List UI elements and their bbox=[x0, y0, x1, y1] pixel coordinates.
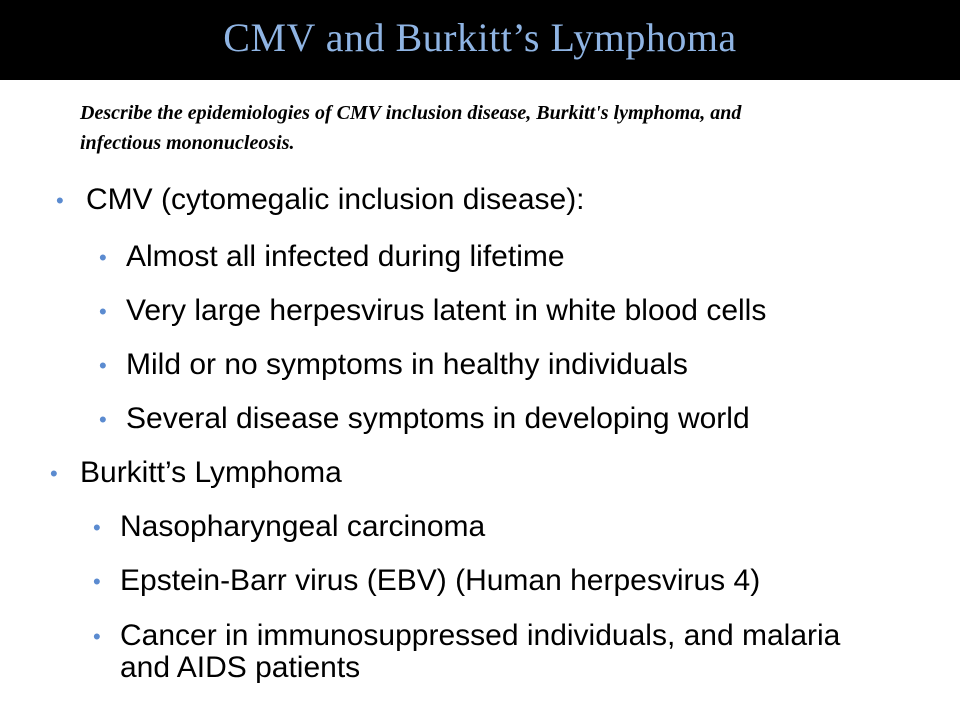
list-item bbox=[99, 240, 565, 274]
list-item bbox=[93, 619, 880, 684]
bullet-icon: • bbox=[50, 461, 58, 486]
section-heading-text: CMV (cytomegalic inclusion disease): bbox=[86, 183, 585, 216]
list-item-text: Epstein-Barr virus (EBV) (Human herpesvirus 4) bbox=[120, 564, 761, 597]
title-bar bbox=[0, 0, 960, 80]
list-item-text: Mild or no symptoms in healthy individuals bbox=[126, 348, 688, 381]
learning-objective: Describe the epidemiologies of CMV inclusion disease, Burkitt's lymphoma, and infectious mononucleosis. bbox=[80, 102, 742, 154]
section-heading-text: Burkitt’s Lymphoma bbox=[80, 456, 342, 489]
list-item bbox=[93, 510, 486, 544]
list-item-text: Almost all infected during lifetime bbox=[126, 240, 565, 273]
slide-title: CMV and Burkitt’s Lymphoma bbox=[223, 14, 737, 60]
list-item bbox=[93, 564, 761, 598]
section-heading-cmv bbox=[56, 183, 585, 217]
section-heading-burkitt bbox=[50, 456, 342, 490]
bullet-icon: • bbox=[56, 188, 64, 213]
bullet-icon: • bbox=[99, 245, 107, 270]
list-item-text: Cancer in immunosuppressed individuals, and malaria and AIDS patients bbox=[120, 619, 841, 684]
list-item bbox=[99, 348, 688, 382]
bullet-icon: • bbox=[93, 624, 101, 649]
bullet-icon: • bbox=[99, 407, 107, 432]
list-item bbox=[99, 294, 767, 328]
list-item-text: Nasopharyngeal carcinoma bbox=[120, 510, 486, 543]
bullet-icon: • bbox=[93, 515, 101, 540]
list-item-text: Several disease symptoms in developing world bbox=[126, 402, 750, 435]
bullet-icon: • bbox=[93, 569, 101, 594]
list-item-text: Very large herpesvirus latent in white blood cells bbox=[126, 294, 767, 327]
bullet-icon: • bbox=[99, 353, 107, 378]
bullet-icon: • bbox=[99, 299, 107, 324]
list-item bbox=[99, 402, 750, 436]
